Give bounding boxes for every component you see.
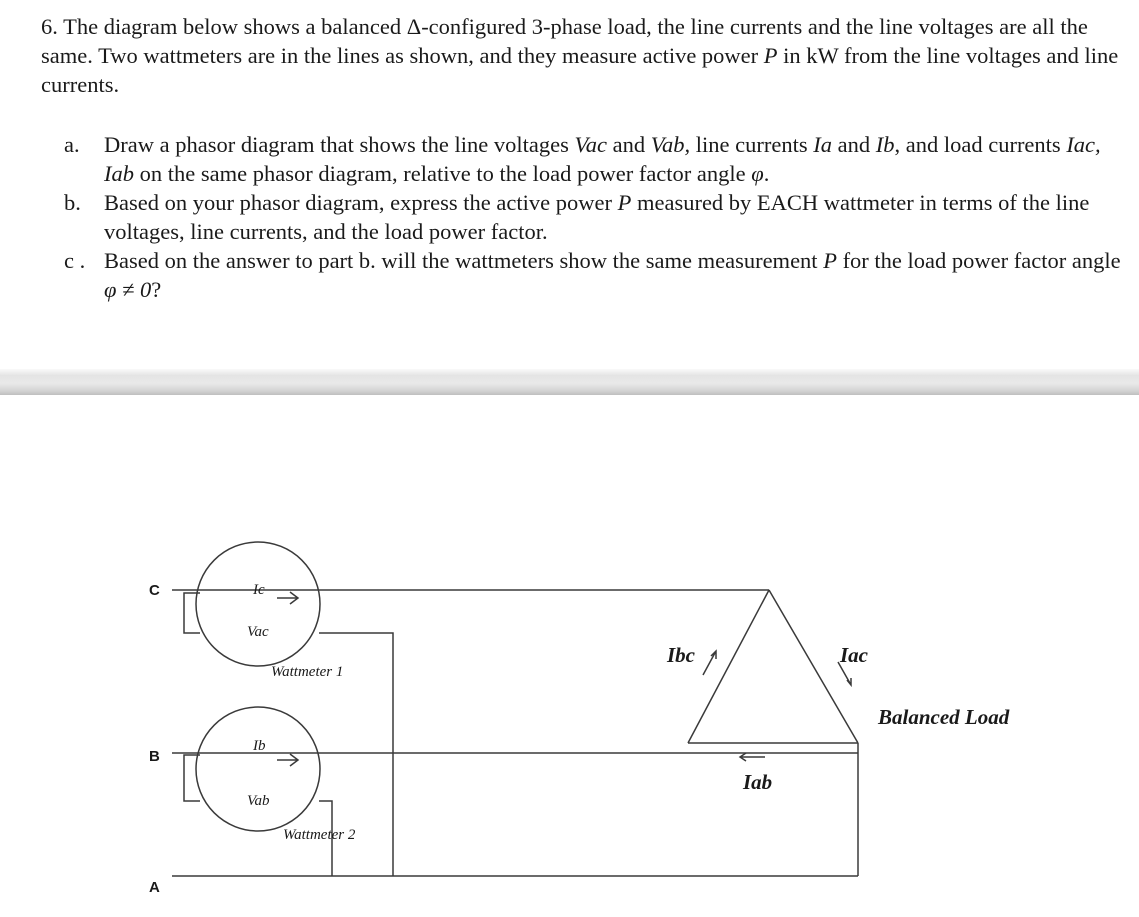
wattmeter-2-current-label: Ib — [253, 738, 266, 754]
part-c — [64, 246, 1126, 304]
ibc-label: Ibc — [667, 643, 695, 667]
text-segment: φ — [751, 161, 764, 186]
text-segment: Vab, — [650, 132, 691, 157]
part-b-text — [104, 188, 1126, 246]
text-segment: line currents — [690, 132, 814, 157]
part-c-text — [104, 246, 1126, 304]
text-segment: 6. The diagram below shows a balanced Δ-configured 3-phase load, the line currents and the line voltages are all the same. Two wattmeters are in the lines as shown, and they measure active power — [41, 14, 1088, 68]
wattmeter-2-voltage-label: Vab — [247, 793, 270, 809]
part-a — [64, 130, 1126, 188]
text-segment: P — [763, 43, 778, 68]
wattmeter-1-voltage-label: Vac — [247, 624, 269, 640]
iab-arrow — [740, 753, 765, 761]
part-b-marker: b. — [64, 190, 81, 215]
text-segment: Ib — [875, 132, 895, 157]
iac-label: Iac — [840, 643, 868, 667]
text-segment: Iac, Iab — [104, 132, 1101, 186]
ibc-arrow — [703, 651, 716, 675]
question-parts — [64, 130, 1126, 304]
page-divider — [0, 369, 1139, 395]
wattmeter-1-name: Wattmeter 1 — [271, 664, 344, 680]
text-segment: and — [607, 132, 651, 157]
delta-branch-bc — [688, 590, 769, 743]
text-segment: Based on your phasor diagram, express the active power — [104, 190, 618, 215]
ic-arrow — [277, 592, 298, 604]
node-a-label: A — [149, 879, 160, 896]
iab-label: Iab — [743, 770, 773, 794]
text-segment: ? — [151, 277, 162, 302]
circuit-svg — [0, 395, 1139, 917]
text-segment: Ia — [813, 132, 832, 157]
text-segment: P — [823, 248, 837, 273]
text-segment: Based on the answer to part b. will the wattmeters show the same measurement — [104, 248, 824, 273]
text-segment: in kW from the line voltages and line currents. — [41, 43, 1119, 97]
part-a-text — [104, 130, 1126, 188]
balanced-load-label: Balanced Load — [878, 705, 1010, 729]
text-segment: on the same phasor diagram, relative to the load power factor angle — [134, 161, 752, 186]
part-c-marker: c . — [64, 248, 86, 273]
ib-arrow — [277, 754, 298, 766]
wattmeter-1-circle — [196, 542, 320, 666]
text-segment: Draw a phasor diagram that shows the line voltages — [104, 132, 575, 157]
text-segment: P — [617, 190, 632, 215]
wattmeter-2-current-coil — [184, 755, 200, 801]
part-b — [64, 188, 1126, 246]
text-segment: , and load currents — [894, 132, 1067, 157]
wattmeter-1-current-coil — [184, 593, 200, 633]
node-c-label: C — [149, 582, 160, 599]
node-b-label: B — [149, 748, 160, 765]
text-segment: for the load power factor angle — [836, 248, 1121, 273]
circuit-diagram — [0, 395, 1139, 917]
wattmeter-1-current-label: Ic — [253, 582, 265, 598]
wattmeter-2-circle — [196, 707, 320, 831]
wattmeter-2-name: Wattmeter 2 — [283, 827, 356, 843]
text-segment: φ ≠ 0 — [104, 277, 152, 302]
text-segment: and — [831, 132, 876, 157]
question-intro — [41, 12, 1126, 99]
intro-paragraph — [41, 12, 1126, 99]
text-segment: measured by EACH wattmeter in terms of the line voltages, line currents, and the load power factor. — [104, 190, 1090, 244]
text-segment: Vac — [574, 132, 608, 157]
text-segment: . — [763, 161, 770, 186]
part-a-marker: a. — [64, 132, 80, 157]
